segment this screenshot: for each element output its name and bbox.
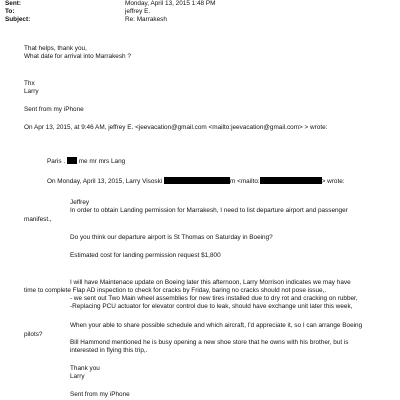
para1-line-2: manifest., [24,216,52,223]
paris-suffix: me mr mrs Lang [78,158,126,165]
paris-prefix: Paris . [47,158,66,165]
subject-value: Re: Marrakesh [125,16,167,23]
signoff-thanks: Thank you [70,365,100,372]
quote2-sent-from: Sent from my iPhone [70,391,130,398]
to-row [5,8,395,16]
subject-row [5,16,395,24]
maintenance-line-2: time to complete Flap AD inspection to check for cracks by Friday, baring no cracks should not pose issue,. [24,287,327,294]
schedule-line-2: pilots? [24,331,43,338]
sent-label: Sent: [5,0,21,7]
question-line: Do you think our departure airport is St Thomas on Saturday in Boeing? [70,234,273,241]
bullet-wheels: - we sent out Two Main wheel assemblies for new tires installed due to dry rot and cracking on rubber, [70,295,358,302]
quote1-on-line: On Apr 13, 2015, at 9:46 AM, jeffrey E. <jeevacation@gmail.com <mailto:jeevacation@gmail.com> > wrote: [24,124,328,131]
to-value: jeffrey E. [125,8,151,15]
reply-line-1: That helps, thank you, [24,45,87,52]
reply-sent-from: Sent from my iPhone [24,106,84,113]
schedule-line-1: When your able to share possible schedule and which aircraft, I'd appreciate it, so I can arrange Boeing [70,322,363,329]
redaction-block [260,177,322,184]
quote2-on-line [47,177,345,186]
reply-thx: Thx [24,80,35,87]
quote2-on-prefix: On Monday, April 13, 2015, Larry Visoski [47,178,163,185]
signoff-name: Larry [70,373,85,380]
bill-line-1: Bill Hammond mentioned he is busy opening a new shoe store that he owns with his brother, but is [70,339,349,346]
quote2-on-suffix: > wrote: [321,178,345,185]
redaction-block [164,177,230,184]
to-label: To: [5,8,15,15]
cost-line: Estimated cost for landing permission request $1,800 [70,252,221,259]
reply-line-2: What date for arrival into Marrakesh ? [24,53,131,60]
bullet-pcu: -Replacing PCU actuator for elevator control due to leak, should have exchange unit later this week, [70,303,353,310]
greeting: Jeffrey [70,199,90,206]
maintenance-line-1: I will have Maintenace update on Boeing later this afternoon, Larry Morrison indicates we may have [70,279,351,286]
para1-line-1: In order to obtain Landing permission for Marrakesh, I need to list departure airport and passenger [70,207,348,214]
paris-line [47,157,125,166]
email-header [5,0,395,24]
bill-line-2: interested in flying this trip,. [70,347,148,354]
subject-label: Subject: [5,16,31,23]
reply-name: Larry [24,88,39,95]
redaction-block [67,157,77,164]
sent-value: Monday, April 13, 2015 1:48 PM [125,0,216,7]
sent-row [5,0,395,8]
quote2-on-mid: m <mailto: [230,178,260,185]
